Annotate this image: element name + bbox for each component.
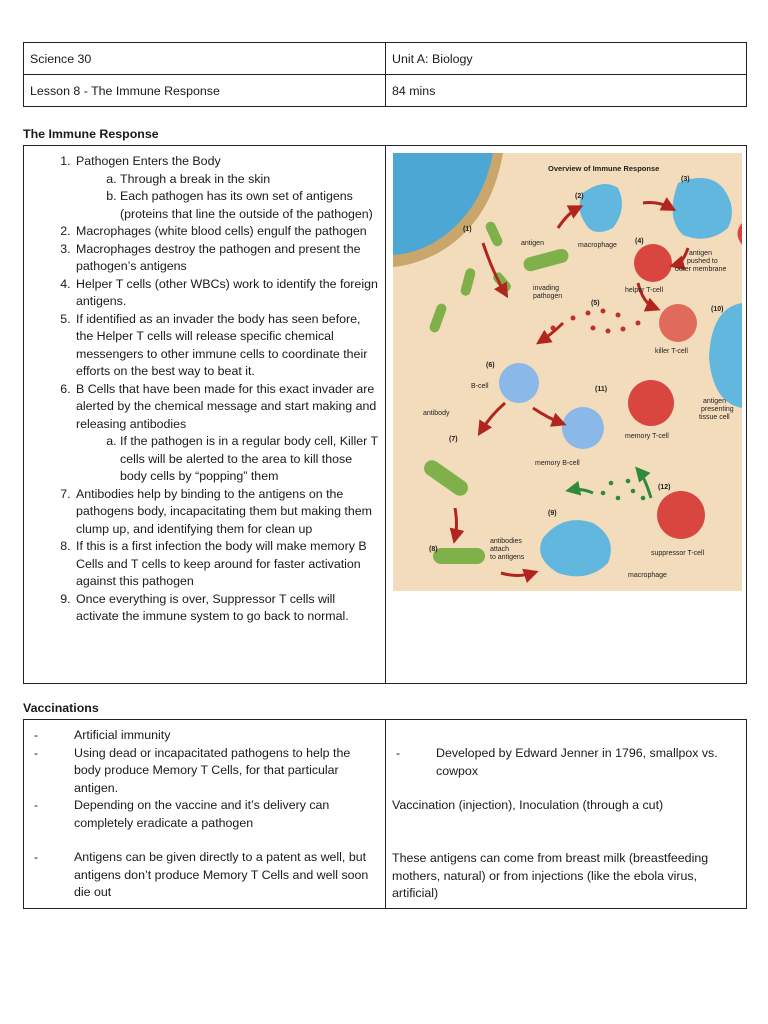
label-helper: helper T-cell xyxy=(625,287,664,294)
substep-item: a. Through a break in the skin xyxy=(120,171,379,189)
label-invading: invading xyxy=(533,285,560,292)
suppressor-dots xyxy=(601,479,646,501)
course-name: Science 30 xyxy=(24,43,386,75)
immune-steps-list xyxy=(24,146,385,626)
label-macrophage-2: macrophage xyxy=(628,572,667,579)
number-6: (6) xyxy=(486,362,495,369)
macrophage-cell xyxy=(579,184,622,232)
label-presenting-1: antigen xyxy=(703,398,726,405)
substep-item: b. Each pathogen has its own set of antigens (proteins that line the outside of the pathogen) xyxy=(120,188,379,223)
lesson-duration: 84 mins xyxy=(386,75,747,107)
diagram-title: Overview of Immune Response xyxy=(548,164,660,173)
antigen-pushed-cell xyxy=(673,178,732,239)
label-memory-t: memory T-cell xyxy=(625,433,669,440)
number-2: (2) xyxy=(575,193,584,200)
step-item: 4. Helper T cells (other WBCs) work to identify the foreign antigens. xyxy=(74,276,379,311)
step-item: 9. Once everything is over, Suppressor T cells will activate the immune system to go back to normal. xyxy=(74,591,379,626)
immune-response-heading: The Immune Response xyxy=(23,127,159,141)
number-1: (1) xyxy=(463,226,472,233)
header-table xyxy=(23,42,747,107)
step-item: 3. Macrophages destroy the pathogen and present the pathogen’s antigens xyxy=(74,241,379,276)
tissue-cell xyxy=(709,303,742,408)
antigen-sources: These antigens can come from breast milk (breastfeeding mothers, natural) or from injections (like the ebola virus, artificial) xyxy=(392,851,709,900)
killer-t-cell xyxy=(659,304,697,342)
label-attach-3: to antigens xyxy=(490,554,525,561)
number-10: (10) xyxy=(711,306,724,313)
substep-list xyxy=(76,433,379,486)
immune-response-table xyxy=(23,145,747,684)
label-macrophage: macrophage xyxy=(578,242,617,249)
label-pathogen: pathogen xyxy=(533,293,563,300)
step-text: Pathogen Enters the Body xyxy=(76,154,221,168)
label-memory-b: memory B-cell xyxy=(535,460,580,467)
helper-t-cell xyxy=(634,244,672,282)
step-item: 5. If identified as an invader the body has seen before, the Helper T cells will release specific chemical messengers to other immune cells to coordinate their efforts on the best way to beat it. xyxy=(74,311,379,381)
step-item: 8. If this is a first infection the body will make memory B Cells and T cells to keep around for faster activation against this pathogen xyxy=(74,538,379,591)
vaccinations-left-cell xyxy=(24,720,386,908)
immune-response-diagram xyxy=(393,153,742,591)
label-presenting-2: presenting xyxy=(701,406,734,413)
number-3: (3) xyxy=(681,176,690,183)
macrophage-cell-2 xyxy=(540,520,611,576)
substep-list xyxy=(76,171,379,224)
vaccination-fact: - Artificial immunity xyxy=(24,727,385,745)
label-pushed-3: outer membrane xyxy=(675,266,727,273)
b-cell xyxy=(499,363,539,403)
step-item xyxy=(74,381,379,486)
step-item: 2. Macrophages (white blood cells) engulf the pathogen xyxy=(74,223,379,241)
vaccination-history: - Developed by Edward Jenner in 1796, smallpox vs. cowpox xyxy=(386,745,746,780)
label-attach-2: attach xyxy=(490,546,510,553)
vaccination-fact: - Using dead or incapacitated pathogens to help the body produce Memory T Cells, for that particular antigen. xyxy=(24,745,385,798)
memory-b-cell xyxy=(562,407,604,449)
number-12: (12) xyxy=(658,484,671,491)
number-4: (4) xyxy=(635,238,644,245)
lesson-title: Lesson 8 - The Immune Response xyxy=(24,75,386,107)
vaccinations-table xyxy=(23,719,747,909)
label-bcell: B-cell xyxy=(471,383,489,390)
vaccination-facts-list xyxy=(24,720,385,902)
red-edge-shape xyxy=(738,223,743,245)
vaccination-delivery: Vaccination (injection), Inoculation (through a cut) xyxy=(392,798,664,812)
step-item: 7. Antibodies help by binding to the antigens on the pathogens body, incapacitating them but making them clump up, and identifying them for clean up xyxy=(74,486,379,539)
vaccination-fact: - Depending on the vaccine and it’s delivery can completely eradicate a pathogen xyxy=(24,797,385,832)
diagram-svg xyxy=(393,153,742,591)
label-attach-1: antibodies xyxy=(490,538,522,545)
substep-item: a. If the pathogen is in a regular body cell, Killer T cells will be alerted to the area to kill those body cells by “popping” them xyxy=(120,433,379,486)
memory-t-cell xyxy=(628,380,674,426)
label-pushed-2: pushed to xyxy=(687,258,718,265)
label-presenting-3: tissue cell xyxy=(699,414,730,421)
chemical-messenger-dots xyxy=(551,309,641,334)
step-item xyxy=(74,153,379,223)
suppressor-t-cell xyxy=(657,491,705,539)
unit-name: Unit A: Biology xyxy=(386,43,747,75)
label-pushed-1: antigen xyxy=(689,250,712,257)
vaccination-history-list xyxy=(386,745,746,780)
vaccinations-heading: Vaccinations xyxy=(23,701,99,715)
number-9: (9) xyxy=(548,510,557,517)
label-antigen: antigen xyxy=(521,240,544,247)
number-8: (8) xyxy=(429,546,438,553)
vaccination-fact: - Antigens can be given directly to a patent as well, but antigens don’t produce Memory T Cells and well soon die out xyxy=(24,849,385,902)
number-7: (7) xyxy=(449,436,458,443)
label-suppressor: suppressor T-cell xyxy=(651,550,705,557)
label-antibody: antibody xyxy=(423,410,450,417)
label-killer: killer T-cell xyxy=(655,348,688,355)
immune-steps-cell xyxy=(24,146,386,683)
number-5: (5) xyxy=(591,300,600,307)
step-text: B Cells that have been made for this exact invader are alerted by the chemical message and start making and releasing antibodies xyxy=(76,381,377,431)
immune-figure-cell xyxy=(386,146,746,683)
vaccinations-right-cell xyxy=(386,720,746,908)
number-11: (11) xyxy=(595,386,608,393)
